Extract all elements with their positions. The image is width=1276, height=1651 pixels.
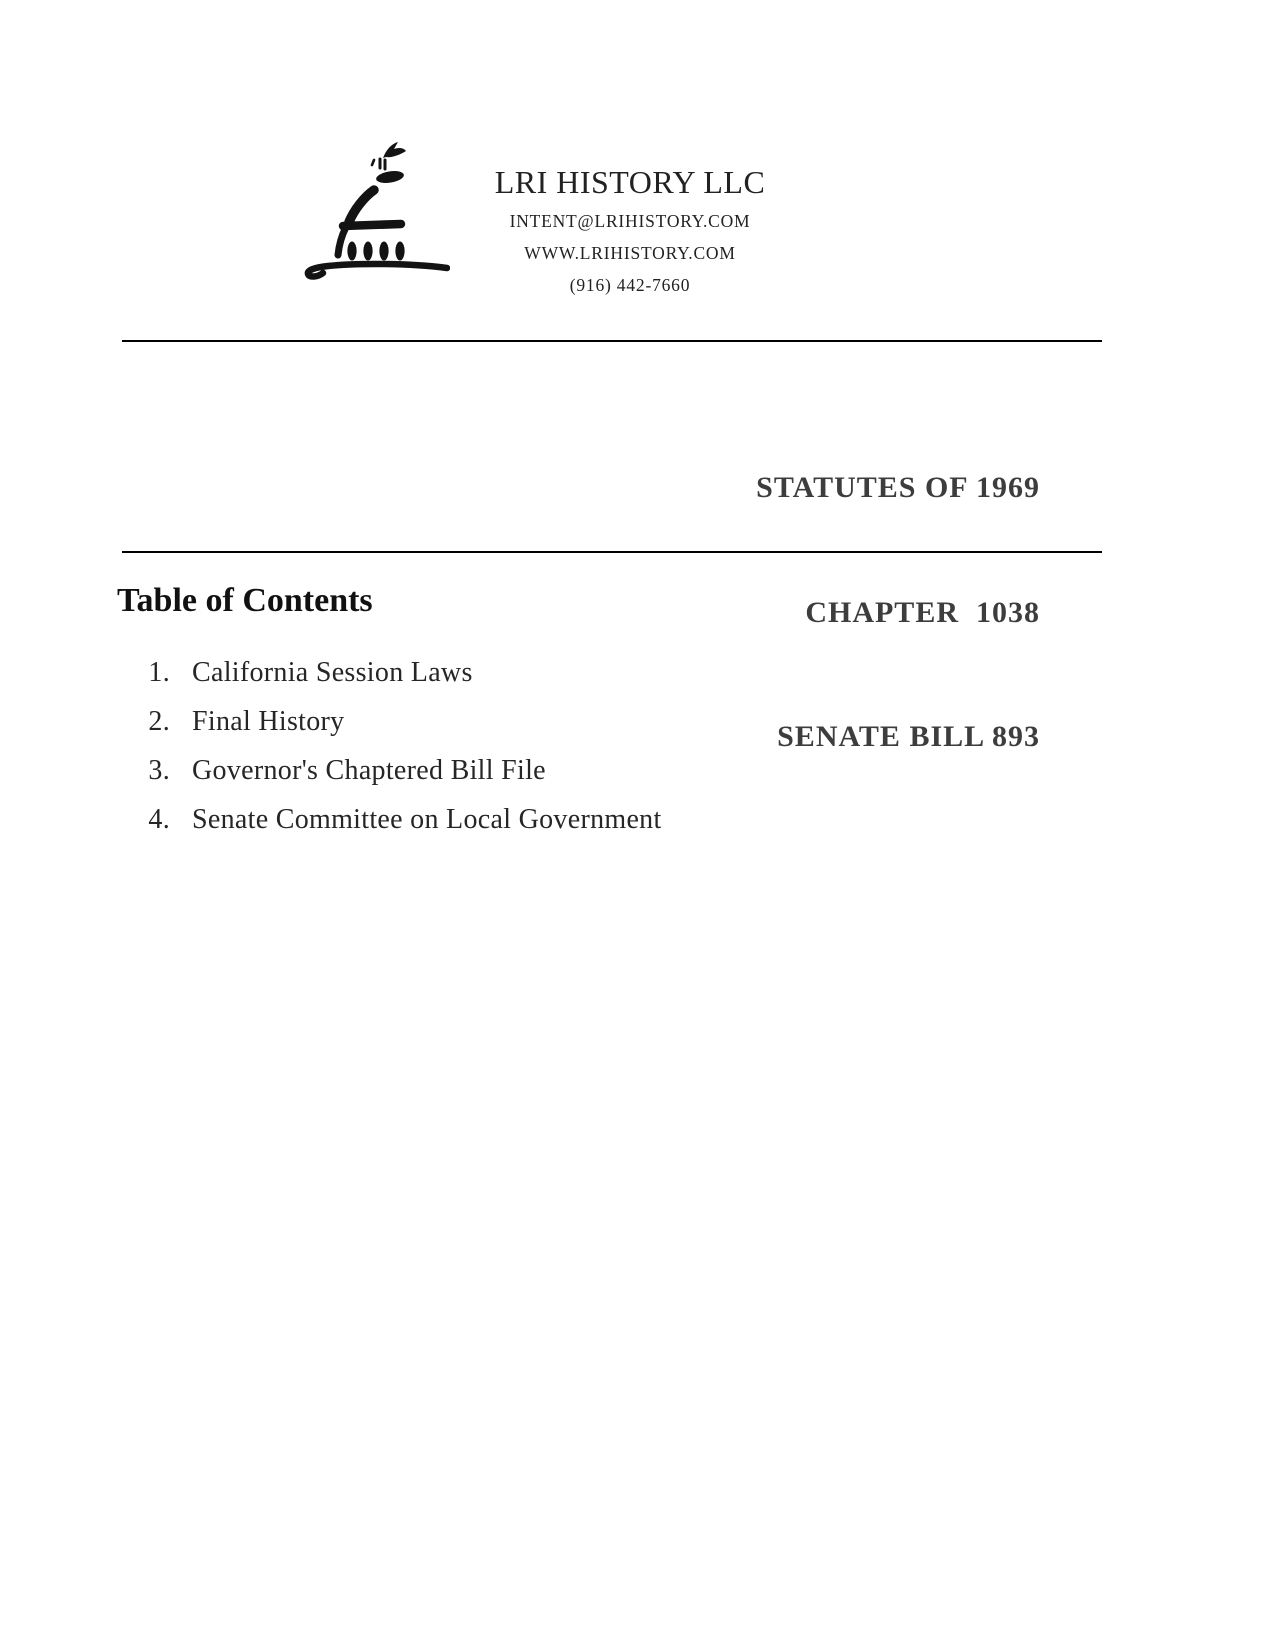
company-phone: (916) 442-7660: [569, 275, 691, 295]
toc-item-number: 4.: [148, 804, 170, 835]
toc-item-label: Governor's Chaptered Bill File: [192, 755, 546, 786]
toc-item: [117, 648, 1017, 697]
chapter-line: CHAPTER 1038: [805, 595, 1040, 629]
capitol-dome-icon: [298, 136, 450, 281]
toc-item-label: Final History: [192, 706, 345, 737]
toc-item-number: 3.: [148, 755, 170, 786]
letterhead: [480, 162, 780, 301]
company-name: LRI HISTORY LLC: [494, 164, 766, 200]
toc-item: [117, 746, 1017, 795]
senate-bill-line: SENATE BILL 893: [777, 720, 1040, 753]
divider-bottom: [122, 551, 1102, 553]
company-website: WWW.LRIHISTORY.COM: [524, 243, 736, 263]
toc-list: [117, 648, 1017, 844]
toc-item-number: 2.: [148, 706, 170, 737]
toc-item-label: Senate Committee on Local Government: [192, 804, 662, 835]
toc-item-label: California Session Laws: [192, 657, 473, 688]
toc-title: Table of Contents: [117, 582, 373, 619]
contact-info: [480, 205, 780, 301]
toc-item: [117, 697, 1017, 746]
divider-top: [122, 340, 1102, 342]
company-logo: [298, 136, 450, 281]
toc-item-number: 1.: [148, 657, 170, 688]
statutes-line: STATUTES OF 1969: [756, 471, 1040, 504]
company-email: INTENT@LRIHISTORY.COM: [509, 211, 751, 231]
toc-item: [117, 795, 1017, 844]
